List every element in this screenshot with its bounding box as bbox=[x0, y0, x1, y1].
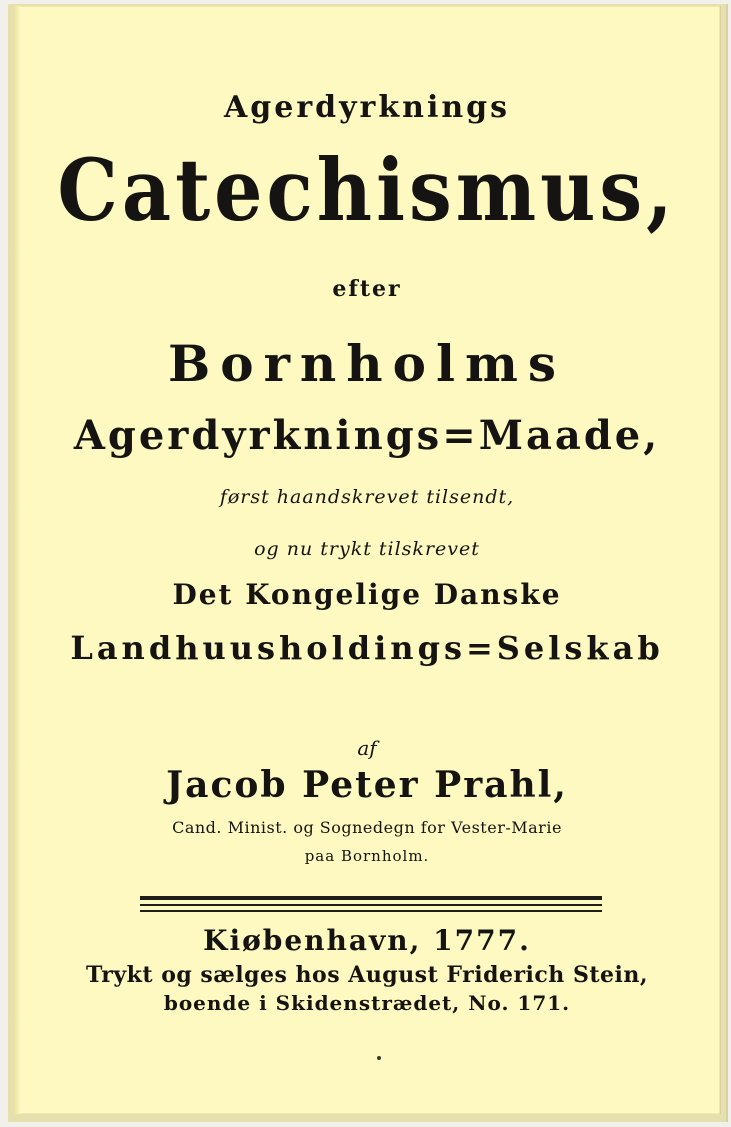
author-title: Cand. Minist. og Sognedegn for Vester-Marie bbox=[172, 818, 562, 837]
title-page bbox=[14, 6, 720, 1114]
author-name: Jacob Peter Prahl, bbox=[166, 764, 568, 806]
binding-edge bbox=[14, 6, 20, 1114]
main-title: Catechismus, bbox=[57, 140, 677, 241]
divider-rule-middle bbox=[140, 904, 602, 906]
dedication-line-1: Det Kongelige Danske bbox=[172, 578, 562, 611]
by-label: af bbox=[357, 736, 377, 760]
title-line-4: Bornholms bbox=[167, 334, 567, 393]
dedication-line-2: Landhuusholdings=Selskab bbox=[70, 629, 664, 667]
title-line-1: Agerdyrknings bbox=[223, 90, 511, 125]
ink-dot bbox=[377, 1056, 381, 1060]
imprint-address: boende i Skidenstrædet, No. 171. bbox=[163, 991, 571, 1015]
subtitle-line-2: og nu trykt tilskrevet bbox=[254, 538, 480, 560]
divider-rule-bottom bbox=[140, 910, 602, 912]
title-line-5: Agerdyrknings=Maade, bbox=[73, 412, 661, 459]
imprint-printer: Trykt og sælges hos August Friderich Stein, bbox=[85, 962, 649, 988]
divider-rule-top bbox=[140, 896, 602, 900]
title-line-3: efter bbox=[332, 276, 402, 302]
author-place: paa Bornholm. bbox=[304, 847, 430, 865]
imprint-place-year: Kiøbenhavn, 1777. bbox=[203, 924, 531, 957]
subtitle-line-1: først haandskrevet tilsendt, bbox=[219, 486, 515, 508]
